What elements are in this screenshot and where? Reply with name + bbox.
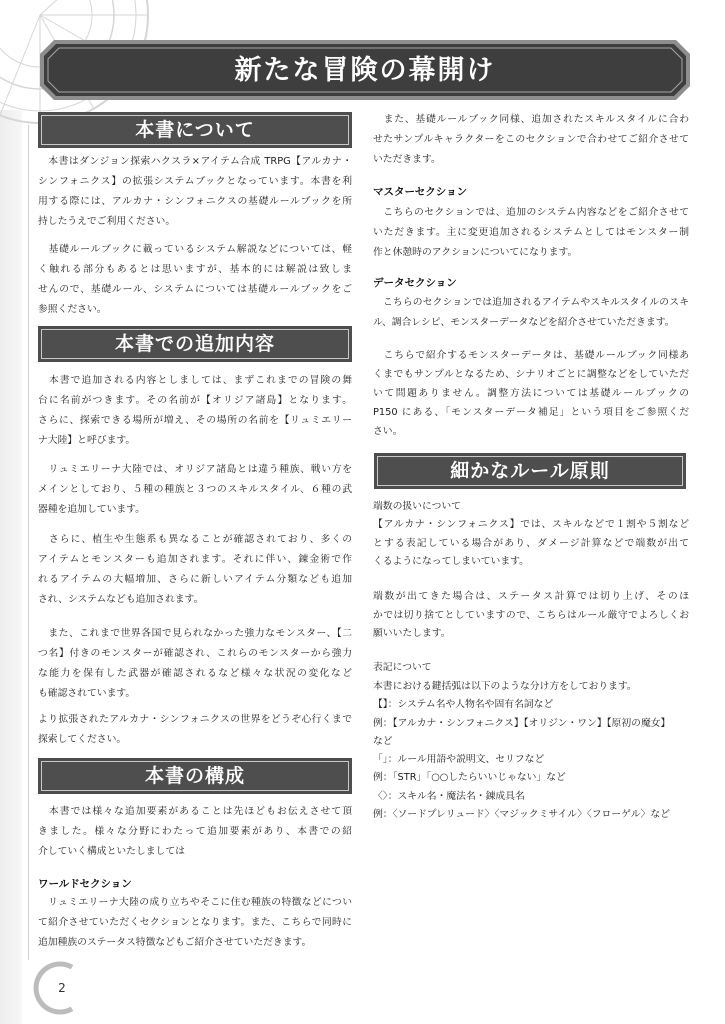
text-line: つ名】付きのモンスターが確認され、これらのモンスターから強力 (38, 648, 352, 659)
about-paragraph-1 (38, 152, 352, 232)
text-line: より拡張されたアルカナ・シンフォニクスの世界をどうぞ心行くまで (38, 714, 352, 725)
notation-rule-title: 表記について (373, 662, 432, 673)
text-line: アイテムとモンスターも追加されます。それに伴い、錬金術で作 (38, 554, 352, 565)
text-line: さらに、植生や生態系も異なることが確認されており、多くの (38, 534, 352, 545)
text-line: きました。様々な分野にわたって追加要素があり、本書での紹 (38, 826, 352, 837)
text-line: 本書はダンジョン探索ハクスラ×アイテム合成 TRPG【アルカナ・ (38, 156, 352, 167)
text-line: また、基礎ルールブック同様、追加されたスキルスタイルに合わ (373, 114, 689, 125)
page-edge-strip (0, 110, 22, 1024)
text-line: 本書では様々な追加要素があることは先ほどもお伝えさせて頂 (38, 806, 352, 817)
text-line: くまでもサンプルとなるため、シナリオごとに調整などをしていただ (373, 369, 689, 380)
page-number: 2 (58, 981, 66, 995)
text-line: 探索してください。 (38, 734, 127, 745)
text-line: さらに、探索できる場所が増え、その場所の名前を【リュミエリー (38, 415, 352, 426)
text-line: こちらで紹介するモンスターデータは、基礎ルールブック同様あ (373, 350, 689, 361)
text-line: こちらのセクションでは、追加のシステム内容などをご紹介させて (373, 207, 689, 218)
data-section-title: データセクション (373, 277, 457, 289)
additions-paragraph-1 (38, 371, 352, 451)
text-line: くるようになってしまいています。 (373, 556, 529, 567)
text-line: 作と休憩時のアクションについてになります。 (373, 247, 578, 258)
page-title: 新たな冒険の幕開け (234, 55, 496, 86)
master-section-paragraph (373, 203, 689, 263)
additions-paragraph-3 (38, 530, 352, 610)
text-line: せんので、基礎ルール、システムについては基礎ルールブックをご (38, 284, 352, 295)
text-line: 持したうえでご利用ください。 (38, 216, 176, 227)
text-line: とする表記している場合があり、ダメージ計算などで端数が出て (373, 537, 689, 549)
text-line: など (373, 735, 393, 747)
text-line: 【アルカナ・シンフォニクス】では、スキルなどで１割や５割など (373, 519, 689, 530)
text-line: ル、調合レシピ、モンスターデータなどを紹介させていただきます。 (373, 317, 675, 328)
fraction-rule-paragraph-2 (373, 588, 689, 644)
text-line: いただきます。 (373, 154, 441, 165)
heading-about (38, 112, 352, 148)
text-line: リュミエリーナ大陸の成り立ちやそこに住む種族の特徴などについ (38, 897, 352, 908)
text-line: 追加種族のステータス特徴などもご紹介させていただきます。 (38, 937, 312, 948)
text-line: 「」：ルール用語や説明文、セリフなど (373, 754, 545, 766)
text-line: され、システムなども追加されます。 (38, 594, 204, 605)
text-line: P150 にある、「モンスターデータ補足」という項目をご参照くだ (373, 407, 689, 418)
text-line: ナ大陸】と呼びます。 (38, 435, 136, 446)
text-line: 〈〉：スキル名・魔法名・錬成具名 (373, 790, 525, 802)
additions-paragraph-5 (38, 710, 352, 750)
text-line: 参照ください。 (38, 304, 107, 315)
text-line: も確認されています。 (38, 688, 136, 699)
text-line: 【】：システム名や人物名や固有名詞など (373, 699, 554, 711)
text-line: シンフォニクス】の拡張システムブックとなっています。本書を利 (38, 176, 352, 187)
text-line: 台に名前がつきます。その名前が【オリジア諸島】となります。 (38, 395, 352, 406)
structure-paragraph-1 (38, 802, 352, 862)
text-line: いただきます。主に変更追加されるシステムとしてはモンスター制 (373, 227, 689, 238)
text-line: 願いいたします。 (373, 628, 451, 639)
text-line: 例：「STR」「○○したらいいじゃない」など (373, 772, 566, 784)
text-line: 例：【アルカナ・シンフォニクス】【オリジン・ワン】【原初の魔女】 (373, 717, 671, 729)
data-section-paragraph-2 (373, 346, 689, 441)
text-line: せたサンプルキャラクターをこのセクションで合わせてご紹介させて (373, 134, 689, 145)
notation-rule-list (373, 678, 689, 824)
text-line: かでは切り捨てとしていますので、こちらはルール厳守でよろしくお (373, 609, 689, 621)
page-edge-rule (28, 125, 29, 960)
heading-rules (374, 453, 686, 489)
world-section-title: ワールドセクション (38, 878, 132, 890)
text-line: く触れる部分もあるとは思いますが、基本的には解説は致しま (38, 264, 352, 275)
text-line: こちらのセクションでは追加されるアイテムやスキルスタイルのスキ (373, 297, 689, 308)
text-line: 例：〈ソードプレリュード〉〈マジックミサイル〉〈フローゲル〉など (373, 809, 670, 821)
additions-paragraph-2 (38, 460, 352, 520)
text-line: 端数が出てきた場合は、ステータス計算では切り上げ、そのほ (373, 591, 689, 602)
data-section-paragraph-1 (373, 293, 689, 333)
fraction-rule-paragraph-1 (373, 516, 689, 572)
text-line: れるアイテムの大幅増加、さらに新しいアイテム分類なども追加 (38, 574, 352, 585)
heading-structure-text: 本書の構成 (144, 765, 245, 787)
text-line: メインとしており、５種の種族と３つのスキルスタイル、６種の武 (38, 484, 352, 495)
master-section-title: マスターセクション (373, 186, 468, 198)
text-line: て紹介させていただくセクションとなります。また、こちらで同時に (38, 917, 352, 928)
text-line: また、これまで世界各国で見られなかった強力なモンスター、【二 (38, 628, 352, 639)
text-line: いて問題ありません。調整方法については基礎ルールブックの (373, 388, 689, 399)
text-line: 介していく構成といたしましては (38, 846, 185, 857)
title-banner (40, 40, 690, 100)
world-section-paragraph-2 (373, 110, 689, 170)
text-line: リュミエリーナ大陸では、オリジア諸島とは違う種族、戦い方を (38, 464, 352, 475)
text-line: 器種を追加しています。 (38, 504, 145, 515)
text-line: 用する際には、アルカナ・シンフォニクスの基礎ルールブックを所 (38, 196, 352, 207)
fraction-rule-title: 端数の扱いについて (373, 501, 461, 512)
additions-paragraph-4 (38, 624, 352, 704)
heading-additions-text: 本書での追加内容 (114, 333, 275, 355)
heading-about-text: 本書について (135, 119, 255, 141)
heading-structure (38, 758, 352, 794)
heading-rules-text: 細かなルール原則 (450, 460, 610, 482)
text-line: さい。 (373, 426, 403, 437)
heading-additions (38, 326, 352, 362)
about-paragraph-2 (38, 240, 352, 320)
text-line: な能力を保有した武器が確認されるなど様々な状況の変化など (38, 668, 352, 679)
text-line: 基礎ルールブックに載っているシステム解説などについては、軽 (38, 244, 352, 255)
text-line: 本書における鍵括弧は以下のような分け方をしております。 (373, 681, 637, 692)
text-line: 本書で追加される内容としましては、まずこれまでの冒険の舞 (38, 375, 352, 386)
world-section-paragraph-1 (38, 893, 352, 953)
